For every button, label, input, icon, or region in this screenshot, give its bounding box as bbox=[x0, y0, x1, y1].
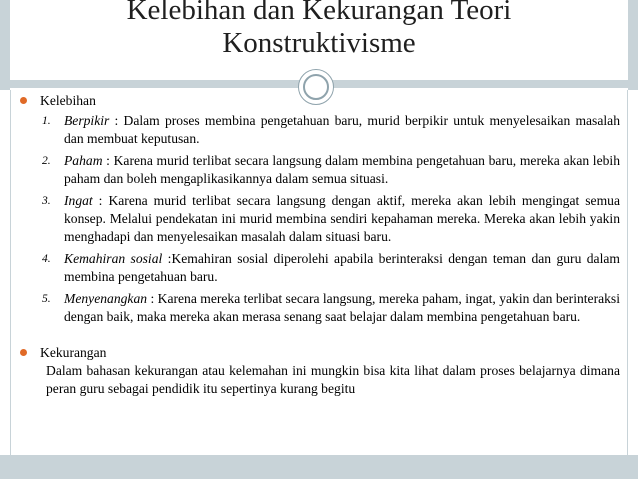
item-number: 3. bbox=[42, 195, 51, 207]
item-term: Kemahiran sosial bbox=[64, 251, 163, 266]
bullet-icon bbox=[20, 97, 27, 104]
kelebihan-heading: Kelebihan bbox=[40, 93, 96, 108]
title-line-2: Konstruktivisme bbox=[222, 27, 416, 59]
list-item bbox=[20, 250, 620, 286]
item-term: Menyenangkan bbox=[64, 291, 148, 306]
item-number: 1. bbox=[42, 115, 51, 127]
list-item bbox=[20, 152, 620, 188]
section-kekurangan bbox=[20, 344, 620, 362]
kekurangan-heading: Kekurangan bbox=[40, 345, 107, 360]
bullet-icon bbox=[20, 349, 27, 356]
item-number: 4. bbox=[42, 253, 51, 265]
item-text: : Karena murid terlibat secara langsung dengan aktif, mereka akan lebih mengingat semua konsep. Melalui pendekatan ini murid membina sendiri kepahaman mereka. Mereka akan lebih yakin menghadapi dan menyelesaikan masalah dalam situasi baru. bbox=[64, 193, 620, 244]
list-item bbox=[20, 112, 620, 148]
item-number: 5. bbox=[42, 293, 51, 305]
item-term: Ingat bbox=[64, 193, 93, 208]
kekurangan-paragraph: Dalam bahasan kekurangan atau kelemahan ini mungkin bisa kita lihat dalam proses belajarnya dimana peran guru sebagai pendidik itu sepertinya kurang begitu bbox=[46, 363, 620, 396]
item-number: 2. bbox=[42, 155, 51, 167]
footer-band bbox=[0, 455, 638, 479]
list-item bbox=[20, 192, 620, 246]
item-term: Paham bbox=[64, 153, 103, 168]
frame-right bbox=[627, 90, 628, 455]
section-kelebihan bbox=[20, 92, 620, 110]
title-line-1: Kelebihan dan Kekurangan Teori bbox=[126, 0, 512, 26]
slide-title bbox=[10, 0, 628, 60]
item-term: Berpikir bbox=[64, 113, 110, 128]
item-text: :Kemahiran sosial diperolehi apabila berinteraksi dengan teman dan guru dalam membina pengetahuan baru. bbox=[64, 251, 620, 284]
item-text: : Karena mereka terlibat secara langsung, mereka paham, ingat, yakin dan berinteraksi dengan baik, maka mereka akan merasa senang saat belajar dalam membina pengetahuan baru. bbox=[64, 291, 620, 324]
kelebihan-list bbox=[20, 112, 620, 326]
slide-content bbox=[20, 92, 620, 398]
item-text: : Karena murid terlibat secara langsung dalam membina pengetahuan baru, mereka akan lebih paham dan boleh mengaplikasikannya dalam semua situasi. bbox=[64, 153, 620, 186]
list-item bbox=[20, 290, 620, 326]
item-text: : Dalam proses membina pengetahuan baru, murid berpikir untuk menyelesaikan masalah dan membuat keputusan. bbox=[64, 113, 620, 146]
frame-left bbox=[10, 90, 11, 455]
section-gap bbox=[20, 330, 620, 344]
